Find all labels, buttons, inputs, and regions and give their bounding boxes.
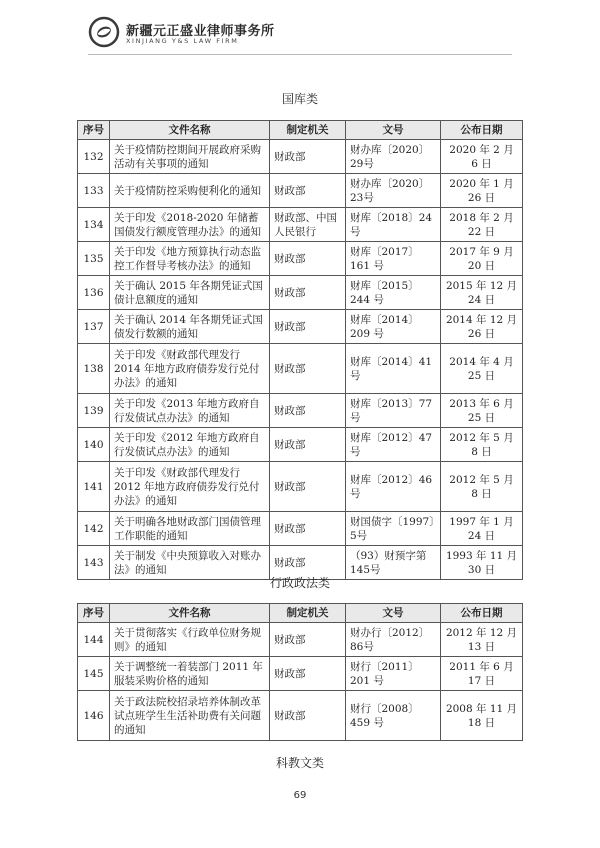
document-title: 关于印发《财政部代理发行 2014 年地方政府债券发行兑付办法》的通知 <box>110 344 270 394</box>
issuing-authority: 财政部 <box>270 344 346 394</box>
section-title: 行政政法类 <box>269 576 330 590</box>
publish-date: 2014 年 12 月 26 日 <box>441 310 523 344</box>
table-header-row <box>78 604 523 623</box>
table-row <box>78 310 523 344</box>
publish-date: 2011 年 6 月 17 日 <box>441 657 523 691</box>
col-header-no: 序号 <box>78 604 110 623</box>
col-header-no: 序号 <box>78 121 110 140</box>
table-header-row <box>78 121 523 140</box>
publish-date: 2015 年 12 月 24 日 <box>441 276 523 310</box>
col-header-name: 文件名称 <box>110 121 270 140</box>
row-number: 134 <box>78 208 110 242</box>
publish-date: 2017 年 9 月 20 日 <box>441 242 523 276</box>
row-number: 137 <box>78 310 110 344</box>
publish-date: 2008 年 11 月 18 日 <box>441 691 523 741</box>
table-row <box>78 174 523 208</box>
document-number: 财库〔2017〕161 号 <box>346 242 441 276</box>
row-number: 135 <box>78 242 110 276</box>
row-number: 144 <box>78 623 110 657</box>
document-title: 关于疫情防控期间开展政府采购活动有关事项的通知 <box>110 140 270 174</box>
issuing-authority: 财政部 <box>270 174 346 208</box>
table-row <box>78 512 523 546</box>
section-title: 科教文类 <box>275 756 324 770</box>
col-header-org: 制定机关 <box>270 604 346 623</box>
table-row <box>78 276 523 310</box>
issuing-authority: 财政部 <box>270 462 346 512</box>
row-number: 145 <box>78 657 110 691</box>
document-title: 关于印发《2012 年地方政府自行发债试点办法》的通知 <box>110 428 270 462</box>
issuing-authority: 财政部 <box>270 394 346 428</box>
document-number: 财库〔2012〕47 号 <box>346 428 441 462</box>
publish-date: 2012 年 5 月 8 日 <box>441 462 523 512</box>
publish-date: 2012 年 12 月 13 日 <box>441 623 523 657</box>
col-header-date: 公布日期 <box>441 121 523 140</box>
section-title: 国库类 <box>281 92 318 106</box>
document-title: 关于疫情防控采购便利化的通知 <box>110 174 270 208</box>
row-number: 138 <box>78 344 110 394</box>
firm-name-cn: 新疆元正盛业律师事务所 <box>126 24 275 39</box>
issuing-authority: 财政部 <box>270 546 346 580</box>
firm-name-en: XINJIANG Y&S LAW FIRM <box>126 37 239 45</box>
document-title: 关于政法院校招录培养体制改革试点班学生生活补助费有关问题的通知 <box>110 691 270 741</box>
document-title: 关于印发《财政部代理发行 2012 年地方政府债券发行兑付办法》的通知 <box>110 462 270 512</box>
issuing-authority: 财政部 <box>270 691 346 741</box>
issuing-authority: 财政部、中国人民银行 <box>270 208 346 242</box>
table-row <box>78 394 523 428</box>
document-number: 财库〔2012〕46 号 <box>346 462 441 512</box>
col-header-doc: 文号 <box>346 604 441 623</box>
publish-date: 2014 年 4 月 25 日 <box>441 344 523 394</box>
row-number: 133 <box>78 174 110 208</box>
document-number: 财库〔2013〕77 号 <box>346 394 441 428</box>
publish-date: 2020 年 1 月 26 日 <box>441 174 523 208</box>
document-title: 关于确认 2014 年各期凭证式国债发行数额的通知 <box>110 310 270 344</box>
publish-date: 2012 年 5 月 8 日 <box>441 428 523 462</box>
document-number: 财办库〔2020〕29号 <box>346 140 441 174</box>
table-row <box>78 428 523 462</box>
row-number: 146 <box>78 691 110 741</box>
row-number: 141 <box>78 462 110 512</box>
document-number: 财库〔2018〕24 号 <box>346 208 441 242</box>
table-row <box>78 208 523 242</box>
document-number: 财办库〔2020〕23号 <box>346 174 441 208</box>
table-row <box>78 462 523 512</box>
row-number: 142 <box>78 512 110 546</box>
publish-date: 2020 年 2 月 6 日 <box>441 140 523 174</box>
document-number: （93）财预字第 145号 <box>346 546 441 580</box>
document-title: 关于确认 2015 年各期凭证式国债计息额度的通知 <box>110 276 270 310</box>
table-row <box>78 344 523 394</box>
table-row <box>78 623 523 657</box>
table-row <box>78 242 523 276</box>
col-header-org: 制定机关 <box>270 121 346 140</box>
row-number: 136 <box>78 276 110 310</box>
row-number: 140 <box>78 428 110 462</box>
publish-date: 2018 年 2 月 22 日 <box>441 208 523 242</box>
issuing-authority: 财政部 <box>270 276 346 310</box>
row-number: 132 <box>78 140 110 174</box>
document-number: 财办行〔2012〕86号 <box>346 623 441 657</box>
document-title: 关于制发《中央预算收入对账办法》的通知 <box>110 546 270 580</box>
regulation-table <box>77 603 523 741</box>
table-row <box>78 691 523 741</box>
document-number: 财库〔2015〕244 号 <box>346 276 441 310</box>
document-number: 财行〔2011〕201 号 <box>346 657 441 691</box>
document-title: 关于印发《2013 年地方政府自行发债试点办法》的通知 <box>110 394 270 428</box>
table-row <box>78 140 523 174</box>
issuing-authority: 财政部 <box>270 140 346 174</box>
page-number: 69 <box>293 790 307 801</box>
document-title: 关于贯彻落实《行政单位财务规则》的通知 <box>110 623 270 657</box>
issuing-authority: 财政部 <box>270 623 346 657</box>
issuing-authority: 财政部 <box>270 428 346 462</box>
document-title: 关于调整统一着装部门 2011 年服装采购价格的通知 <box>110 657 270 691</box>
issuing-authority: 财政部 <box>270 242 346 276</box>
regulation-table <box>77 120 523 580</box>
header-divider <box>88 54 512 55</box>
publish-date: 2013 年 6 月 25 日 <box>441 394 523 428</box>
document-number: 财库〔2014〕209 号 <box>346 310 441 344</box>
issuing-authority: 财政部 <box>270 310 346 344</box>
row-number: 139 <box>78 394 110 428</box>
col-header-doc: 文号 <box>346 121 441 140</box>
document-title: 关于印发《2018-2020 年储蓄国债发行额度管理办法》的通知 <box>110 208 270 242</box>
issuing-authority: 财政部 <box>270 512 346 546</box>
publish-date: 1993 年 11 月 30 日 <box>441 546 523 580</box>
document-number: 财库〔2014〕41 号 <box>346 344 441 394</box>
document-number: 财行〔2008〕459 号 <box>346 691 441 741</box>
issuing-authority: 财政部 <box>270 657 346 691</box>
publish-date: 1997 年 1 月 24 日 <box>441 512 523 546</box>
col-header-name: 文件名称 <box>110 604 270 623</box>
document-title: 关于明确各地财政部门国债管理工作职能的通知 <box>110 512 270 546</box>
document-number: 财国债字〔1997〕5号 <box>346 512 441 546</box>
table-row <box>78 657 523 691</box>
firm-logo-icon <box>88 16 120 48</box>
letterhead <box>88 14 528 54</box>
col-header-date: 公布日期 <box>441 604 523 623</box>
row-number: 143 <box>78 546 110 580</box>
document-title: 关于印发《地方预算执行动态监控工作督导考核办法》的通知 <box>110 242 270 276</box>
